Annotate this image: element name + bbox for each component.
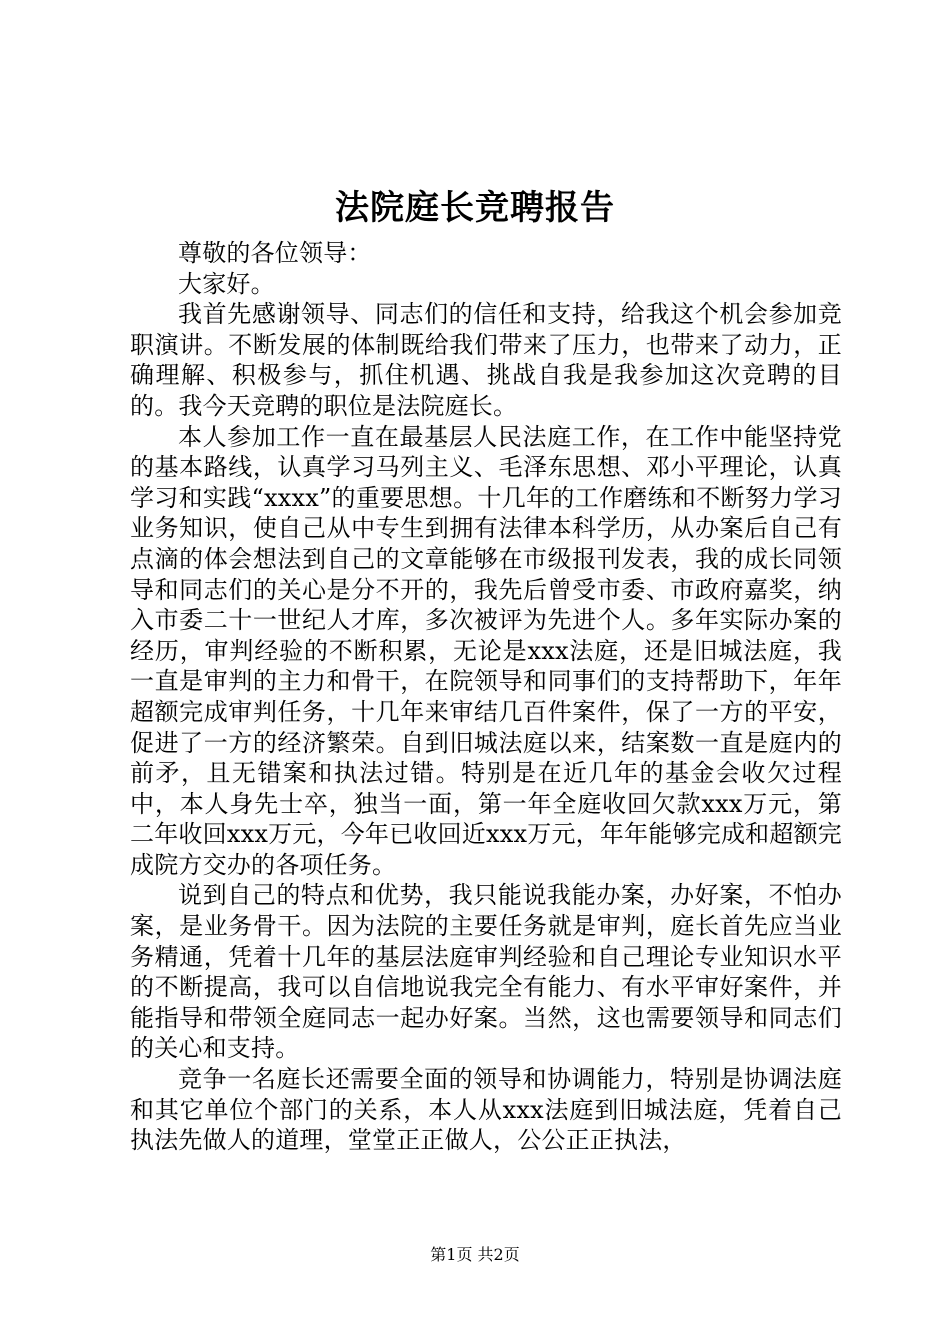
body-paragraph: 竞争一名庭长还需要全面的领导和协调能力，特别是协调法庭和其它单位个部门的关系，本人从xxx法庭到旧城法庭，凭着自己执法先做人的道理，堂堂正正做人，公公正正执法， — [130, 1065, 842, 1155]
body-paragraph: 本人参加工作一直在最基层人民法庭工作，在工作中能坚持党的基本路线，认真学习马列主义、毛泽东思想、邓小平理论，认真学习和实践“xxxx”的重要思想。十几年的工作磨练和不断努力学习业务知识，使自己从中专生到拥有法律本科学历，从办案后自己有点滴的体会想法到自己的文章能够在市级报刊发表，我的成长同领导和同志们的关心是分不开的，我先后曾受市委、市政府嘉奖，纳入市委二十一世纪人才库，多次被评为先进个人。多年实际办案的经历，审判经验的不断积累，无论是xxx法庭，还是旧城法庭，我一直是审判的主力和骨干，在院领导和同事们的支持帮助下，年年超额完成审判任务，十几年来审结几百件案件，保了一方的平安，促进了一方的经济繁荣。自到旧城法庭以来，结案数一直是庭内的前矛，且无错案和执法过错。特别是在近几年的基金会收欠过程中，本人身先士卒，独当一面，第一年全庭收回欠款xxx万元，第二年收回xxx万元，今年已收回近xxx万元，年年能够完成和超额完成院方交办的各项任务。 — [130, 422, 842, 879]
document-title: 法院庭长竞聘报告 — [335, 188, 615, 228]
greeting: 大家好。 — [178, 269, 275, 298]
salutation: 尊敬的各位领导： — [178, 239, 372, 267]
body-paragraph: 我首先感谢领导、同志们的信任和支持，给我这个机会参加竞职演讲。不断发展的体制既给我们带来了压力，也带来了动力，正确理解、积极参与，抓住机遇、挑战自我是我参加这次竞聘的目的。我今天竞聘的职位是法院庭长。 — [130, 300, 842, 420]
document-body — [130, 238, 842, 1156]
page-number-footer: 第1页 共2页 — [430, 1245, 520, 1264]
body-paragraph: 说到自己的特点和优势，我只能说我能办案，办好案，不怕办案，是业务骨干。因为法院的主要任务就是审判，庭长首先应当业务精通，凭着十几年的基层法庭审判经验和自己理论专业知识水平的不断提高，我可以自信地说我完全有能力、有水平审好案件，并能指导和带领全庭同志一起办好案。当然，这也需要领导和同志们的关心和支持。 — [130, 881, 842, 1063]
